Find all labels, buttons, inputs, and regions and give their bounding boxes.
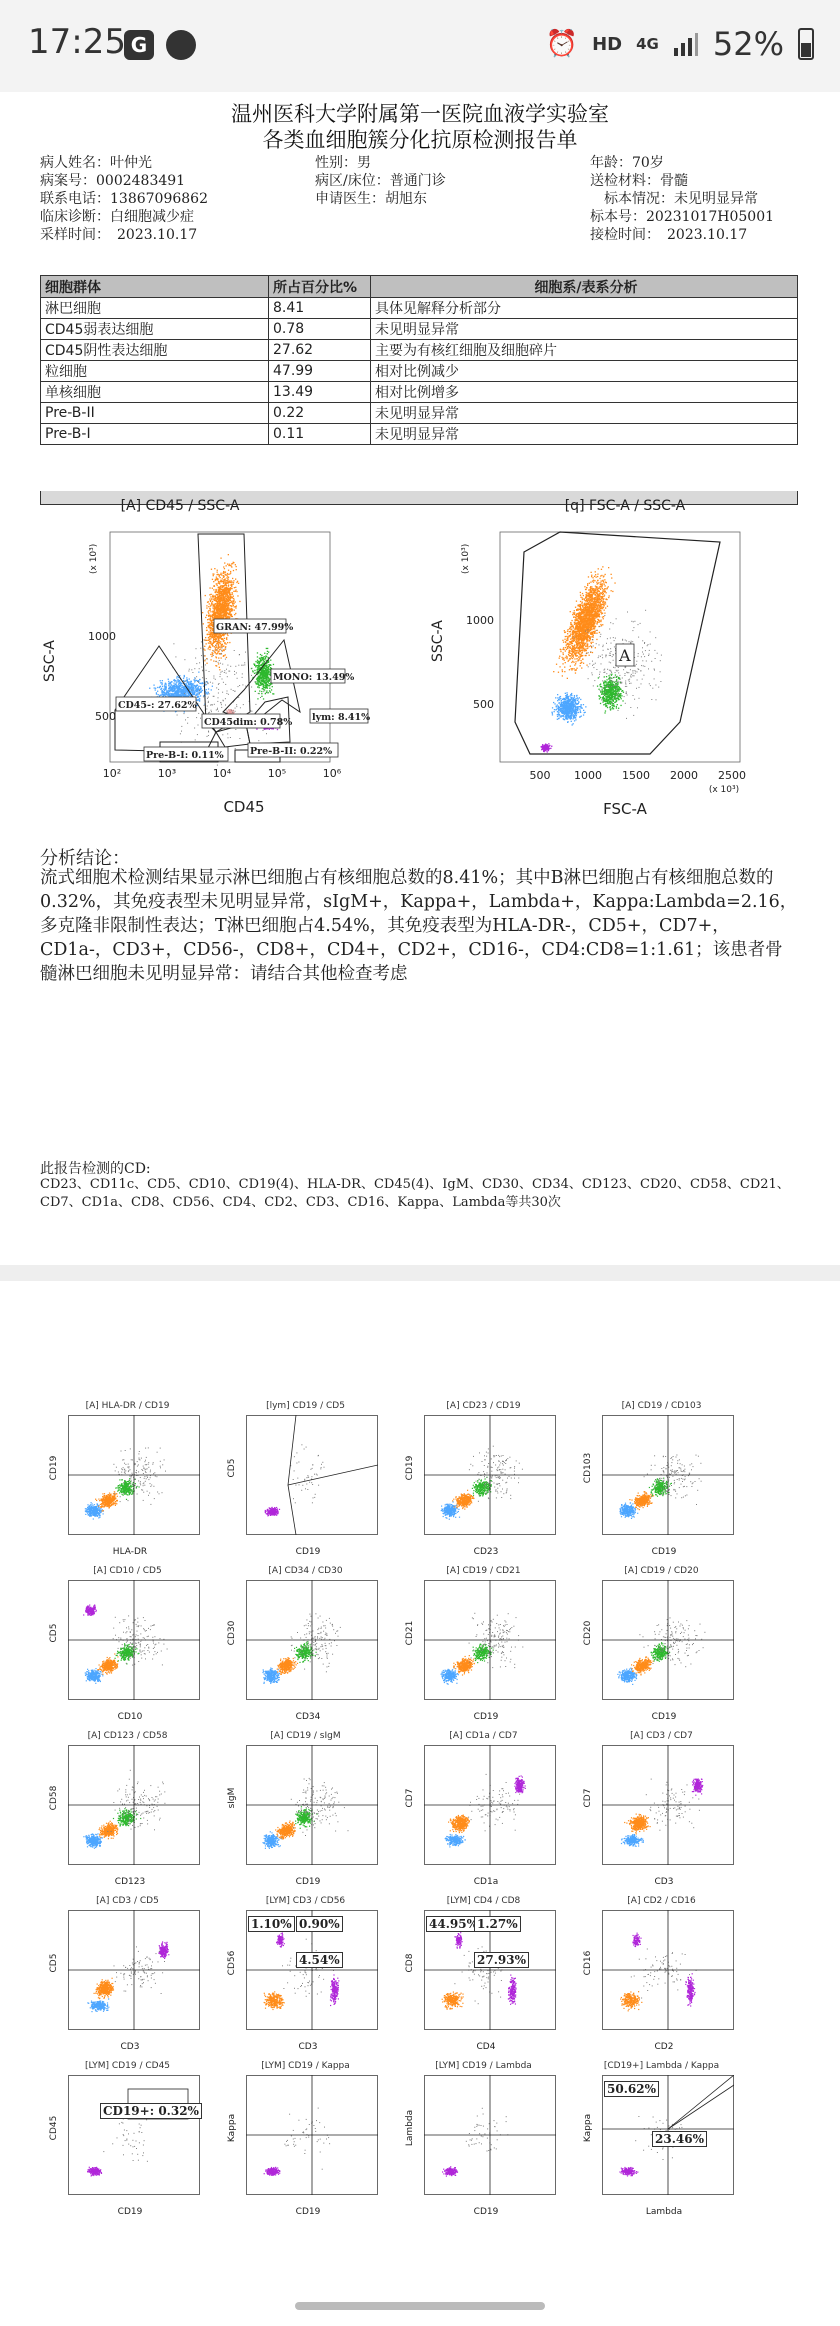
fsc-ssc-plot: [420, 492, 770, 832]
gate-label: CD45-: 27.62%: [118, 700, 197, 711]
panel-plot: [246, 1415, 378, 1535]
panel-x-label: CD34: [233, 1712, 383, 1722]
table-row: [41, 319, 798, 340]
y-unit: (x 10³): [461, 544, 471, 574]
app-notification-icon: G: [124, 30, 154, 60]
panel-y-label: CD16: [583, 1943, 593, 1983]
panel-title: [A] CD19 / CD21: [396, 1566, 571, 1576]
dotplot-panel: [396, 1401, 571, 1561]
table-cell: 0.22: [269, 403, 371, 424]
dotplot-panel: [396, 1896, 571, 2056]
dotplot-panel: [396, 1731, 571, 1891]
dotplot-panel: [40, 1401, 215, 1561]
plot-title: [q] FSC-A / SSC-A: [565, 498, 686, 514]
panel-y-label: CD5: [49, 1613, 59, 1653]
x-tick: 10²: [103, 767, 121, 780]
panel-y-label: CD45: [49, 2108, 59, 2148]
x-axis-label: CD45: [223, 798, 264, 816]
panel-y-label: Kappa: [583, 2108, 593, 2148]
panel-y-label: CD8: [405, 1943, 415, 1983]
panel-y-label: CD20: [583, 1613, 593, 1653]
patient-info: [40, 154, 820, 244]
panel-plot: [602, 1580, 734, 1700]
gate-label: Pre-B-II: 0.22%: [250, 746, 332, 757]
x-unit: (x 10³): [709, 785, 739, 795]
report-subtitle: 各类血细胞簇分化抗原检测报告单: [0, 124, 840, 154]
panel-plot: [246, 2075, 378, 2195]
markers-title: 此报告检测的CD:: [40, 1158, 151, 1178]
y-tick: 500: [95, 710, 116, 723]
panel-x-label: CD19: [411, 1712, 561, 1722]
panel-x-label: CD1a: [411, 1877, 561, 1887]
network-indicator: 4G: [636, 37, 659, 52]
table-cell: 27.62: [269, 340, 371, 361]
page-separator: [0, 1265, 840, 1281]
dotplot-panel: [218, 1896, 393, 2056]
table-cell: CD45弱表达细胞: [41, 319, 269, 340]
signal-icon: [673, 32, 699, 56]
table-cell: 未见明显异常: [371, 424, 798, 445]
x-tick: 500: [530, 769, 551, 782]
table-cell: 主要为有核红细胞及细胞碎片: [371, 340, 798, 361]
x-tick: 2500: [718, 769, 746, 782]
report-title: 温州医科大学附属第一医院血液学实验室: [0, 98, 840, 128]
panel-y-label: Kappa: [227, 2108, 237, 2148]
panel-y-label: CD103: [583, 1448, 593, 1488]
dotplot-panel: [40, 2061, 215, 2221]
diagnosis: 临床诊断：白细胞减少症: [40, 208, 315, 226]
table-cell: Pre-B-I: [41, 424, 269, 445]
panel-plot: [424, 1580, 556, 1700]
patient-age: 年龄：70岁: [590, 154, 820, 172]
panel-y-label: sIgM: [227, 1778, 237, 1818]
panel-y-label: CD5: [227, 1448, 237, 1488]
status-icons: [546, 24, 814, 64]
dotplot-grid-page: [0, 1281, 840, 2326]
battery-percent: 52%: [713, 25, 784, 63]
quadrant-percent: 27.93%: [474, 1952, 529, 1968]
phone: 联系电话：13867096862: [40, 190, 315, 208]
dotplot-panel: [574, 1566, 749, 1726]
panel-title: [LYM] CD4 / CD8: [396, 1896, 571, 1906]
gate-label: GRAN: 47.99%: [216, 622, 293, 633]
panel-title: [A] CD2 / CD16: [574, 1896, 749, 1906]
quadrant-percent: CD19+: 0.32%: [100, 2103, 202, 2119]
panel-title: [A] CD23 / CD19: [396, 1401, 571, 1411]
panel-title: [lym] CD19 / CD5: [218, 1401, 393, 1411]
panel-title: [A] CD34 / CD30: [218, 1566, 393, 1576]
quadrant-percent: 23.46%: [652, 2131, 707, 2147]
patient-sex: 性别：男: [315, 154, 590, 172]
panel-plot: [68, 1745, 200, 1865]
quadrant-percent: 1.10%: [248, 1916, 295, 1932]
panel-y-label: Lambda: [405, 2108, 415, 2148]
panel-plot: [602, 1415, 734, 1535]
x-tick: 1000: [574, 769, 602, 782]
dotplot-panel: [218, 2061, 393, 2221]
dotplot-panel: [218, 1401, 393, 1561]
panel-y-label: CD7: [405, 1778, 415, 1818]
table-row: [41, 403, 798, 424]
table-cell: 8.41: [269, 298, 371, 319]
dotplot-panel: [574, 1731, 749, 1891]
panel-x-label: CD19: [233, 1877, 383, 1887]
panel-title: [A] CD19 / CD103: [574, 1401, 749, 1411]
y-axis-label: SSC-A: [42, 640, 58, 682]
panel-plot: [246, 1580, 378, 1700]
panel-plot: [424, 1415, 556, 1535]
panel-title: [A] CD123 / CD58: [40, 1731, 215, 1741]
table-cell: 相对比例增多: [371, 382, 798, 403]
quadrant-percent: 44.95%: [426, 1916, 481, 1932]
panel-y-label: CD21: [405, 1613, 415, 1653]
panel-plot: [602, 1745, 734, 1865]
panel-title: [LYM] CD19 / CD45: [40, 2061, 215, 2071]
panel-title: [A] CD3 / CD5: [40, 1896, 215, 1906]
x-tick: 1500: [622, 769, 650, 782]
panel-x-label: CD19: [55, 2207, 205, 2217]
dotplot-panel: [40, 1731, 215, 1891]
table-cell: 未见明显异常: [371, 319, 798, 340]
panel-y-label: CD19: [405, 1448, 415, 1488]
panel-y-label: CD30: [227, 1613, 237, 1653]
panel-x-label: CD2: [589, 2042, 739, 2052]
panel-x-label: CD4: [411, 2042, 561, 2052]
account-icon: [166, 30, 196, 60]
panel-title: [LYM] CD19 / Kappa: [218, 2061, 393, 2071]
panel-y-label: CD56: [227, 1943, 237, 1983]
panel-title: [LYM] CD19 / Lambda: [396, 2061, 571, 2071]
table-cell: CD45阴性表达细胞: [41, 340, 269, 361]
dotplot-panel: [40, 1896, 215, 2056]
panel-title: [A] CD3 / CD7: [574, 1731, 749, 1741]
table-row: [41, 424, 798, 445]
table-header: 细胞系/表系分析: [371, 276, 798, 298]
dotplot-panel: [218, 1566, 393, 1726]
y-tick: 500: [473, 698, 494, 711]
table-row: [41, 340, 798, 361]
cell-population-table: [40, 275, 798, 445]
table-cell: 0.11: [269, 424, 371, 445]
report-page: [0, 92, 840, 1265]
panel-plot: [68, 1415, 200, 1535]
table-row: [41, 298, 798, 319]
clock: 17:25: [28, 22, 126, 62]
dotplot-panel: [396, 2061, 571, 2221]
panel-plot: [68, 2075, 200, 2195]
y-tick: 1000: [466, 614, 494, 627]
panel-title: [A] CD10 / CD5: [40, 1566, 215, 1576]
dotplot-panel: [574, 1401, 749, 1561]
table-cell: 淋巴细胞: [41, 298, 269, 319]
alarm-icon: ⏰: [546, 29, 578, 59]
gate-label: Pre-B-I: 0.11%: [146, 750, 224, 761]
x-tick: 10⁶: [323, 767, 342, 780]
gate-label: MONO: 13.49%: [273, 672, 354, 683]
table-cell: 未见明显异常: [371, 403, 798, 424]
cd45-ssc-plot: [20, 492, 370, 832]
home-indicator[interactable]: [295, 2302, 545, 2310]
gate-label: lym: 8.41%: [312, 712, 370, 723]
panel-x-label: Lambda: [589, 2207, 739, 2217]
table-cell: 单核细胞: [41, 382, 269, 403]
panel-title: [A] HLA-DR / CD19: [40, 1401, 215, 1411]
panel-x-label: HLA-DR: [55, 1547, 205, 1557]
panel-y-label: CD7: [583, 1778, 593, 1818]
panel-x-label: CD23: [411, 1547, 561, 1557]
case-number: 病案号：0002483491: [40, 172, 315, 190]
gate-label: A: [618, 646, 631, 665]
panel-title: [A] CD19 / CD20: [574, 1566, 749, 1576]
table-cell: 粒细胞: [41, 361, 269, 382]
panel-y-label: CD19: [49, 1448, 59, 1488]
dotplot-panel: [574, 2061, 749, 2221]
dotplot-panel: [396, 1566, 571, 1726]
x-axis-label: FSC-A: [603, 800, 647, 818]
y-unit: (x 10³): [89, 544, 99, 574]
sample-status: 标本情况：未见明显异常: [590, 190, 820, 208]
panel-x-label: CD19: [411, 2207, 561, 2217]
y-tick: 1000: [88, 630, 116, 643]
battery-icon: [798, 28, 814, 60]
x-tick: 10⁵: [268, 767, 286, 780]
panel-title: [A] CD1a / CD7: [396, 1731, 571, 1741]
panel-y-label: CD58: [49, 1778, 59, 1818]
panel-x-label: CD19: [233, 1547, 383, 1557]
panel-title: [A] CD19 / sIgM: [218, 1731, 393, 1741]
panel-plot: [68, 1910, 200, 2030]
table-cell: 相对比例减少: [371, 361, 798, 382]
doctor: 申请医生：胡旭东: [315, 190, 590, 208]
dotplot-panel: [574, 1896, 749, 2056]
status-bar: [0, 0, 840, 92]
panel-plot: [424, 1745, 556, 1865]
sample-material: 送检材料：骨髓: [590, 172, 820, 190]
dotplot-panel: [40, 1566, 215, 1726]
panel-x-label: CD3: [55, 2042, 205, 2052]
panel-x-label: CD19: [589, 1547, 739, 1557]
x-tick: 2000: [670, 769, 698, 782]
panel-title: [CD19+] Lambda / Kappa: [574, 2061, 749, 2071]
ward: 病区/床位：普通门诊: [315, 172, 590, 190]
panel-x-label: CD19: [589, 1712, 739, 1722]
table-row: [41, 382, 798, 403]
panel-x-label: CD3: [589, 1877, 739, 1887]
panel-plot: [424, 2075, 556, 2195]
panel-plot: [246, 1745, 378, 1865]
sample-number: 标本号：20231017H05001: [590, 208, 820, 226]
gate-label: CD45dim: 0.78%: [204, 717, 292, 728]
quadrant-percent: 50.62%: [604, 2081, 659, 2097]
hd-indicator: HD: [592, 34, 622, 55]
panel-plot: [68, 1580, 200, 1700]
collect-time: 采样时间： 2023.10.17: [40, 226, 315, 244]
table-cell: 0.78: [269, 319, 371, 340]
markers-text: CD23、CD11c、CD5、CD10、CD19(4)、HLA-DR、CD45(4)、IgM、CD30、CD34、CD123、CD20、CD58、CD21、CD7、CD1a、CD8、CD56、CD4、CD2、CD3、CD16、Kappa、Lambda等共30次: [40, 1176, 810, 1212]
analysis-text: 流式细胞术检测结果显示淋巴细胞占有核细胞总数的8.41%；其中B淋巴细胞占有核细胞总数的0.32%，其免疫表型未见明显异常，sIgM+，Kappa+，Lambda+，Kappa:Lambda=2.16，多克隆非限制性表达；T淋巴细胞占4.54%，其免疫表型为HLA-DR-，CD5+，CD7+，CD1a-，CD3+，CD56-，CD8+，CD4+，CD2+，CD16-，CD4:CD8=1:1.61；该患者骨髓淋巴细胞未见明显异常：请结合其他检查考虑: [40, 866, 800, 986]
panel-x-label: CD3: [233, 2042, 383, 2052]
table-row: [41, 361, 798, 382]
quadrant-percent: 1.27%: [474, 1916, 521, 1932]
y-axis-label: SSC-A: [430, 620, 446, 662]
panel-x-label: CD10: [55, 1712, 205, 1722]
table-cell: Pre-B-II: [41, 403, 269, 424]
receive-time: 接检时间： 2023.10.17: [590, 226, 820, 244]
x-tick: 10⁴: [213, 767, 232, 780]
quadrant-percent: 0.90%: [296, 1916, 343, 1932]
table-header: 所占百分比%: [269, 276, 371, 298]
dotplot-panel: [218, 1731, 393, 1891]
table-header: 细胞群体: [41, 276, 269, 298]
analysis-title: 分析结论：: [40, 844, 130, 870]
plot-title: [A] CD45 / SSC-A: [121, 498, 240, 514]
panel-x-label: CD123: [55, 1877, 205, 1887]
quadrant-percent: 4.54%: [296, 1952, 343, 1968]
panel-y-label: CD5: [49, 1943, 59, 1983]
panel-title: [LYM] CD3 / CD56: [218, 1896, 393, 1906]
table-cell: 具体见解释分析部分: [371, 298, 798, 319]
table-cell: 13.49: [269, 382, 371, 403]
panel-x-label: CD19: [233, 2207, 383, 2217]
panel-plot: [602, 1910, 734, 2030]
table-cell: 47.99: [269, 361, 371, 382]
x-tick: 10³: [158, 767, 176, 780]
patient-name: 病人姓名：叶仲光: [40, 154, 315, 172]
